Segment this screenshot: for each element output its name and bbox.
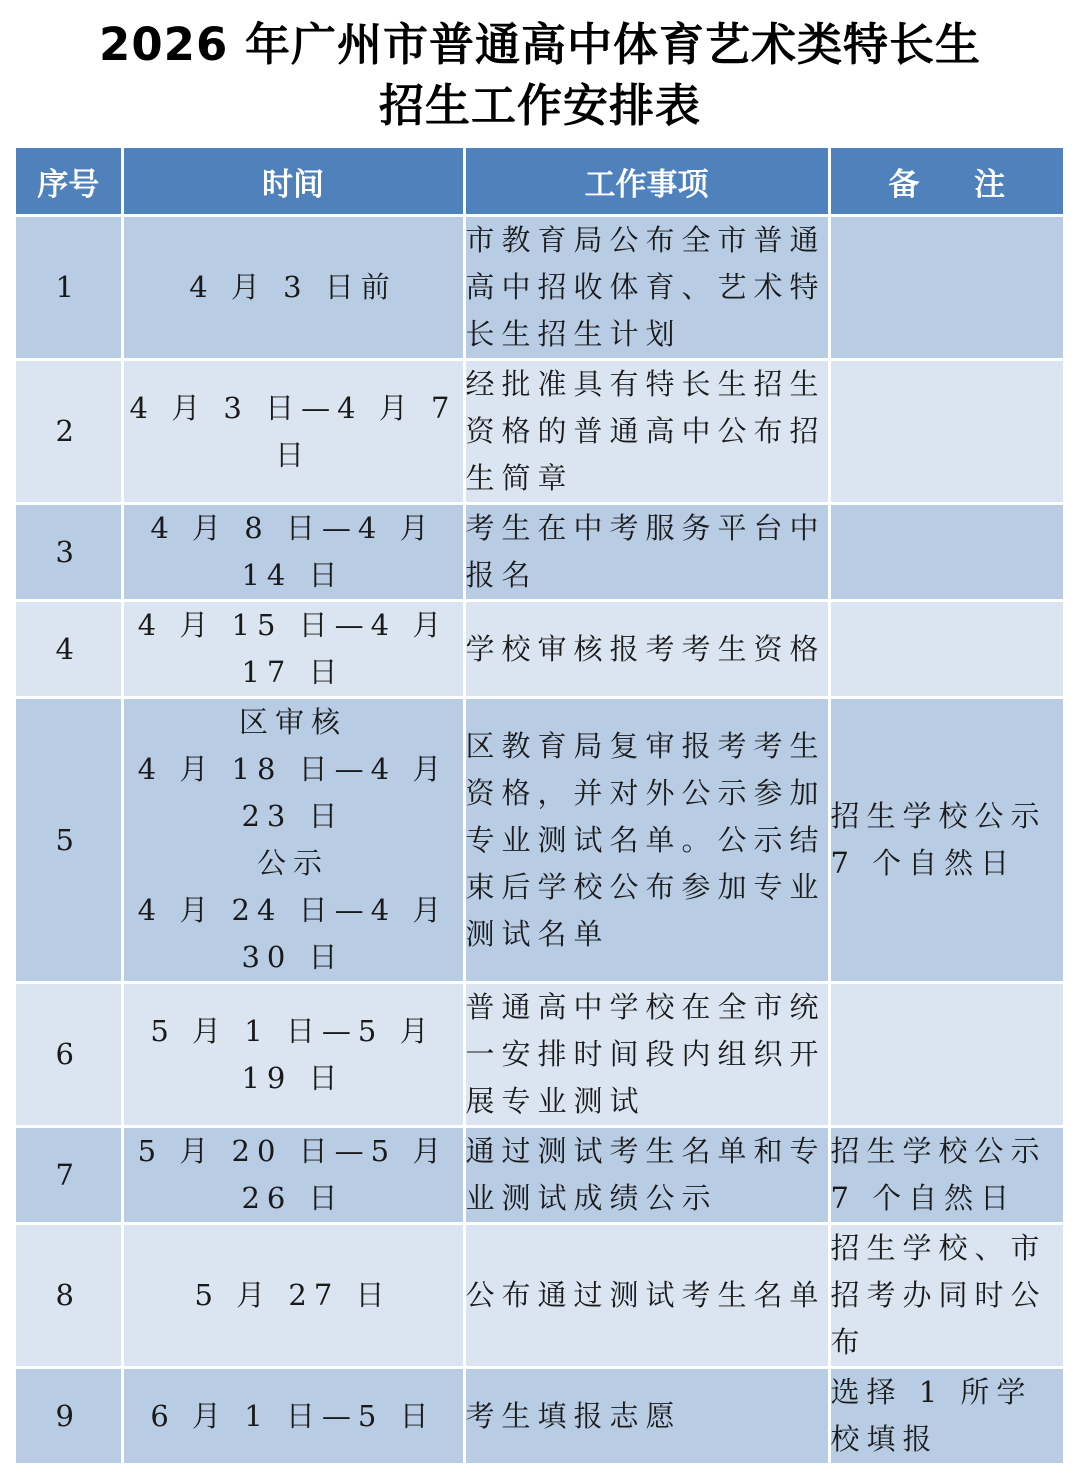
table-row — [16, 698, 1063, 983]
row-note — [829, 601, 1063, 698]
row-task: 通过测试考生名单和专业测试成绩公示 — [464, 1127, 829, 1224]
table-row — [16, 983, 1063, 1127]
row-time-multi — [122, 698, 464, 983]
row-num: 7 — [16, 1127, 122, 1224]
table-row — [16, 1127, 1063, 1224]
row-task: 普通高中学校在全市统一安排时间段内组织开展专业测试 — [464, 983, 829, 1127]
page-title — [0, 14, 1080, 136]
row-time: 5 月 1 日—5 月 19 日 — [122, 983, 464, 1127]
row-task: 学校审核报考考生资格 — [464, 601, 829, 698]
row-time: 5 月 20 日—5 月 26 日 — [122, 1127, 464, 1224]
row-note — [829, 216, 1063, 360]
row-note — [829, 360, 1063, 504]
row-task: 市教育局公布全市普通高中招收体育、艺术特长生招生计划 — [464, 216, 829, 360]
row-num: 8 — [16, 1224, 122, 1368]
row-time: 4 月 3 日前 — [122, 216, 464, 360]
row-note: 招生学校、市招考办同时公布 — [829, 1224, 1063, 1368]
table-row — [16, 360, 1063, 504]
time-range-publicity: 4 月 24 日—4 月 30 日 — [137, 893, 449, 974]
row-task: 经批准具有特长生招生资格的普通高中公布招生简章 — [464, 360, 829, 504]
row-num: 1 — [16, 216, 122, 360]
table-row — [16, 1368, 1063, 1465]
header-row — [16, 148, 1063, 216]
row-num: 9 — [16, 1368, 122, 1465]
table-header — [16, 148, 1063, 216]
row-note: 选择 1 所学校填报 — [829, 1368, 1063, 1465]
row-num: 6 — [16, 983, 122, 1127]
header-num: 序号 — [16, 148, 122, 216]
row-num: 5 — [16, 698, 122, 983]
row-num: 4 — [16, 601, 122, 698]
row-time: 5 月 27 日 — [122, 1224, 464, 1368]
row-time: 4 月 3 日—4 月 7 日 — [122, 360, 464, 504]
header-task: 工作事项 — [464, 148, 829, 216]
row-task: 公布通过测试考生名单 — [464, 1224, 829, 1368]
header-note: 备 注 — [829, 148, 1063, 216]
time-range-review: 4 月 18 日—4 月 23 日 — [137, 752, 449, 833]
row-time: 6 月 1 日—5 日 — [122, 1368, 464, 1465]
table-row — [16, 601, 1063, 698]
row-note — [829, 504, 1063, 601]
time-label-publicity: 公示 — [256, 846, 329, 880]
row-task: 考生在中考服务平台中报名 — [464, 504, 829, 601]
schedule-table — [16, 148, 1063, 1466]
row-num: 3 — [16, 504, 122, 601]
row-note: 招生学校公示 7 个自然日 — [829, 1127, 1063, 1224]
table-row — [16, 1224, 1063, 1368]
row-num: 2 — [16, 360, 122, 504]
time-label-review: 区审核 — [238, 705, 347, 739]
row-task: 考生填报志愿 — [464, 1368, 829, 1465]
header-time: 时间 — [122, 148, 464, 216]
page-title-line-2: 招生工作安排表 — [378, 79, 701, 132]
table-row — [16, 504, 1063, 601]
row-time: 4 月 15 日—4 月 17 日 — [122, 601, 464, 698]
row-note: 招生学校公示 7 个自然日 — [829, 698, 1063, 983]
row-note — [829, 983, 1063, 1127]
page-title-line-1: 2026 年广州市普通高中体育艺术类特长生 — [99, 18, 981, 71]
table-row — [16, 216, 1063, 360]
row-task: 区教育局复审报考考生资格，并对外公示参加专业测试名单。公示结束后学校公布参加专业测试名单 — [464, 698, 829, 983]
table-body — [16, 216, 1063, 1465]
row-time: 4 月 8 日—4 月 14 日 — [122, 504, 464, 601]
